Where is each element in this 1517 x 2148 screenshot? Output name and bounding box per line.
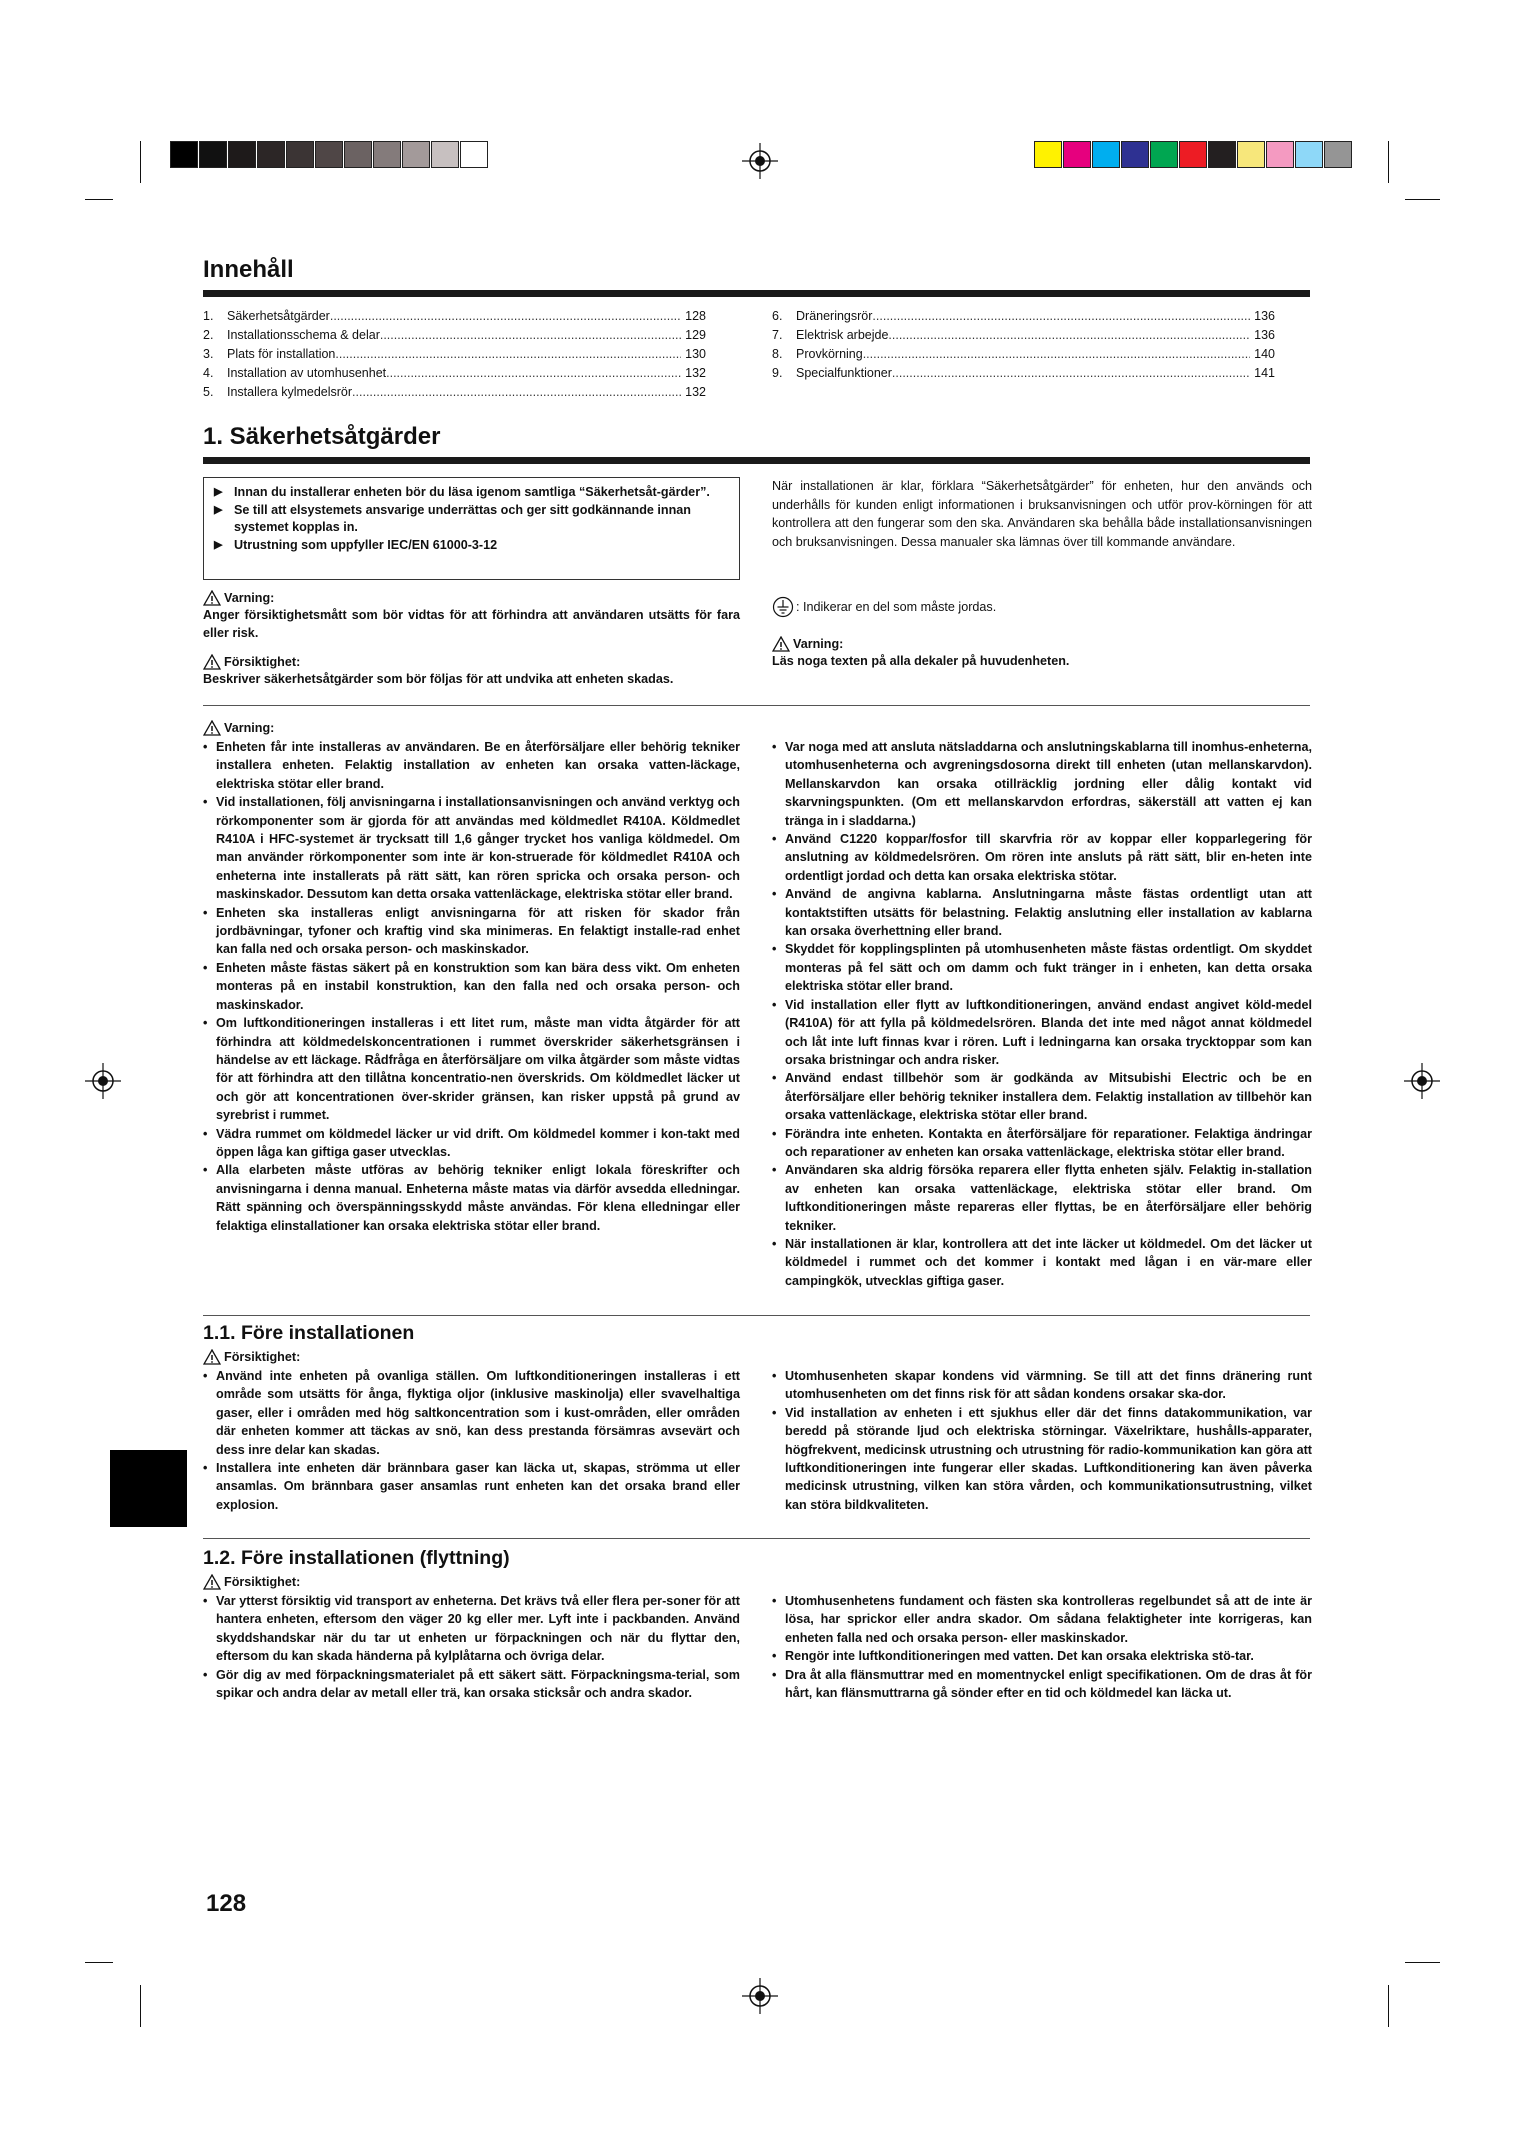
registration-mark-icon [85,1063,121,1099]
list-item: • Enheten måste fästas säkert på en konstruktion som kan bära dess vikt. Om enheten monteras på en instabil konstruktion, kan den falla ned och orsaka person- och maskinskador. [203,959,740,1014]
toc-title: Innehåll [203,256,294,283]
crop-mark [1405,199,1440,200]
toc-entry-number: 6. [772,309,783,323]
warnings-right-list [772,738,1312,1290]
toc-entry-page: 130 [685,347,706,361]
toc-entry-number: 3. [203,347,214,361]
toc-entry-number: 7. [772,328,783,342]
crop-mark [85,1962,113,1963]
crop-mark [85,199,113,200]
toc-leader-dots [335,345,681,364]
safety-instructions-box [203,477,740,580]
list-item: • Vid installation eller flytt av luftkonditioneringen, använd endast angivet köld-medel (R410A) för att fylla på köldmedelsrören. Blanda det inte med något annat köldmedel och låt inte luft finnas kvar i rören. Luft i ledningarna kan orsaka trycktoppar som kan orsaka bristningar och andra risker. [772,996,1312,1070]
toc-entry[interactable] [772,307,1275,326]
color-swatch [1295,141,1323,168]
warnings-left-list [203,738,740,1235]
color-swatch [460,141,488,168]
color-swatch [344,141,372,168]
section-1-2-left-list [203,1592,740,1702]
color-swatch [402,141,430,168]
toc-entry[interactable] [203,326,706,345]
list-item: • Användaren ska aldrig försöka reparera eller flytta enheten själv. Felaktig in-stallation av enheten kan orsaka vattenläckage, elektriska stötar eller brand. Om luftkonditioneringen måste repareras eller flyttas, be en återförsäljare eller behörig tekniker. [772,1161,1312,1235]
list-item: • Skyddet för kopplingsplinten på utomhusenheten måste fästas ordentligt. Om skyddet monteras på fel sätt och om damm och fukt tränger in i enheten, kan detta orsaka elektriska stötar eller brand. [772,940,1312,995]
toc-leader-dots [888,326,1250,345]
section-1-title-bar [203,457,1310,464]
color-swatch [373,141,401,168]
toc-leader-dots [872,307,1250,326]
crop-mark [140,141,141,183]
color-swatch [1034,141,1062,168]
list-item: • Gör dig av med förpackningsmaterialet på ett säkert sätt. Förpackningsma-terial, som spikar och andra delar av metall eller trä, kan orsaka sticksår och andra skador. [203,1666,740,1703]
toc-entry[interactable] [203,364,706,383]
color-swatch [257,141,285,168]
warning-icon [772,636,790,652]
list-item: • Utomhusenheten skapar kondens vid värmning. Se till att det finns dränering runt utomhusenheten om det finns risk för att sådan kondens orsakar ska-dor. [772,1367,1312,1404]
list-item: • Rengör inte luftkonditioneringen med vatten. Det kan orsaka elektriska stö-tar. [772,1647,1312,1665]
list-item: • Vid installationen, följ anvisningarna i installationsanvisningen och använd verktyg och rörkomponenter som är gjorda för att användas med köldmedlet R410A. Köldmedlet R410A i HFC-systemet är trycksatt till 1,6 gånger trycket hos vanliga köldmedel. Om man använder rörkomponenter som inte är kon-struerade för köldmedlet R410A och enheterna inte installerats på rätt sätt, kan rören spricka och orsaka person- och maskinskador. Dessutom kan detta orsaka vattenläckage, elektriska stötar eller brand. [203,793,740,903]
divider [203,1538,1310,1539]
toc-entry-label: Dräneringsrör [796,309,873,323]
ground-symbol-icon [772,596,794,618]
toc-leader-dots [352,383,681,402]
section-1-1-left-list [203,1367,740,1514]
toc-entry-label: Elektrisk arbejde [796,328,889,342]
list-item: • När installationen är klar, kontrollera att det inte läcker ut köldmedel. Om det läcker ut köldmedel i rummet och det kommer i kontakt med lågan i en vär-mare eller campingkök, utvecklas giftiga gaser. [772,1235,1312,1290]
section-1-intro: När installationen är klar, förklara “Säkerhetsåtgärder” för enheten, hur den används och underhålls för kunden enligt informationen i bruksanvisningen och utför prov-körningen för att kontrollera att den fungerar som den ska. Användaren ska behålla både installationsanvisningen och bruksanvisningen. Dessa manualer ska lämnas över till kommande användare. [772,479,1312,550]
warning-list-heading: Varning: [203,720,274,736]
crop-mark [1388,1985,1389,2027]
crop-mark [1405,1962,1440,1963]
toc-entry-page: 136 [1254,328,1275,342]
list-item: • Var noga med att ansluta nätsladdarna och anslutningskablarna till inomhus-enheterna, utomhusenheterna och avgreningsdosorna direkt till enheten (utan mellanskarvdon). Mellanskarvdon kan orsaka otillräcklig jordning eller dålig kontakt vid skarvningspunkten. (Om ett mellanskarvdon erfordras, säkerställ att vatten ej kan tränga in i sladdarna.) [772,738,1312,830]
toc-leader-dots [386,364,681,383]
divider [203,705,1310,706]
toc-entry-page: 132 [685,385,706,399]
registration-mark-icon [742,143,778,179]
ground-note: : Indikerar en del som måste jordas. [772,596,996,618]
section-1-2-caution-heading: Försiktighet: [203,1574,300,1590]
triangle-right-icon: ▶ [214,486,223,498]
toc-entry[interactable] [772,364,1275,383]
toc-entry-number: 2. [203,328,214,342]
color-swatch [1150,141,1178,168]
color-swatch [286,141,314,168]
section-1-title: 1. Säkerhetsåtgärder [203,423,441,450]
toc-leader-dots [330,307,681,326]
color-swatch [199,141,227,168]
list-item: • Använd de angivna kablarna. Anslutningarna måste fästas ordentligt utan att kontaktstiften utsätts för belastning. Felaktig anslutning eller installation av kablarna kan orsaka överhettning eller brand. [772,885,1312,940]
registration-mark-icon [1404,1063,1440,1099]
color-swatch [431,141,459,168]
toc-entry-number: 5. [203,385,214,399]
list-item: • Installera inte enheten där brännbara gaser kan läcka ut, skapas, strömma ut eller ansamlas. Om brännbara gaser ansamlas runt enheten kan det orsaka brand eller explosion. [203,1459,740,1514]
box-item: ▶ Se till att elsystemets ansvarige underrättas och ger sitt godkännande innan systemet kopplas in. [214,502,729,537]
page-number: 128 [206,1890,247,1917]
caution-definition: Försiktighet: Beskriver säkerhetsåtgärder som bör följas för att undvika att enheten skadas. [203,655,674,686]
toc-entry[interactable] [203,383,706,402]
toc-entry[interactable] [203,345,706,364]
toc-title-bar [203,290,1310,297]
color-swatch [315,141,343,168]
toc-entry[interactable] [772,345,1275,364]
toc-entry-label: Plats för installation [227,347,336,361]
toc-left [203,307,706,402]
list-item: • Enheten får inte installeras av användaren. Be en återförsäljare eller behörig tekniker installera enheten. Felaktig installation av enheten kan orsaka vatten-läckage, elektriska stötar eller brand. [203,738,740,793]
toc-entry-page: 136 [1254,309,1275,323]
color-swatch [1121,141,1149,168]
warning-icon [203,720,221,736]
list-item: • Använd inte enheten på ovanliga ställen. Om luftkonditioneringen installeras i ett område som utsätts för ånga, flyktiga oljor (inklusive maskinolja) eller svavelhaltiga gaser, eller i områden med hög saltkoncentration som i kust-områden, eller områden där enheten kommer att täckas av snö, kan dess prestanda försämras avsevärt och dess inre delar kan skadas. [203,1367,740,1459]
toc-entry-number: 8. [772,347,783,361]
toc-entry-page: 140 [1254,347,1275,361]
toc-entry[interactable] [772,326,1275,345]
toc-entry[interactable] [203,307,706,326]
list-item: • Om luftkonditioneringen installeras i ett litet rum, måste man vidta åtgärder för att förhindra att köldmedelskoncentrationen i rummet överskrider säkerhetsgränsen i händelse av ett läckage. Rådfråga en återförsäljare om vilka åtgärder som måste vidtas för att förhindra att den tillåtna koncentratio-nen överskrids. Om köldmedlet läcker ut och gör att koncentrationen över-skrider gränsen, kan risker uppstå på grund av syrebrist i rummet. [203,1014,740,1124]
registration-mark-icon [742,1978,778,2014]
section-1-2-title: 1.2. Före installationen (flyttning) [203,1547,510,1569]
warning-icon [203,654,221,670]
toc-entry-page: 141 [1254,366,1275,380]
toc-entry-page: 128 [685,309,706,323]
warning-icon [203,1574,221,1590]
section-1-1-caution-heading: Försiktighet: [203,1349,300,1365]
toc-right [772,307,1275,383]
toc-entry-number: 9. [772,366,783,380]
color-swatch [1092,141,1120,168]
list-item: • Alla elarbeten måste utföras av behörig tekniker enligt lokala föreskrifter och anvisningarna i denna manual. Enheterna måste matas via därför avsedda elledningar. Rätt spänning och överspänningsskydd måste användas. För klena elledningar eller felaktiga elinstallationer kan orsaka elektriska stötar eller brand. [203,1161,740,1235]
list-item: • Var ytterst försiktig vid transport av enheterna. Det krävs två eller flera per-soner för att hantera enheten, eftersom den väger 20 kg eller mer. Lyft inte i packbanden. Använd skyddshandskar när du tar ut enheten ur förpackningen och när du flyttar den, eftersom du kan skada händerna på kylplåtarna och övriga delar. [203,1592,740,1666]
list-item: • Utomhusenhetens fundament och fästen ska kontrolleras regelbundet så att de inte är lösa, har sprickor eller andra skador. Om sådana felaktigheter inte korrigeras, kan enheten falla ned och orsaka person- eller maskinskador. [772,1592,1312,1647]
triangle-right-icon: ▶ [214,538,223,551]
list-item: • Enheten ska installeras enligt anvisningarna för att risken för skador från jordbävningar, tyfoner och kraftig vind ska minimeras. En felaktigt installe-rad enhet kan falla ned och orsaka person- och maskinskador. [203,904,740,959]
color-swatch [1179,141,1207,168]
list-item: • Vädra rummet om köldmedel läcker ur vid drift. Om köldmedel kommer i kon-takt med öppen låga kan giftiga gaser utvecklas. [203,1125,740,1162]
color-swatch [1324,141,1352,168]
toc-entry-page: 132 [685,366,706,380]
list-item: • Dra åt alla flänsmuttrar med en momentnyckel enligt specifikationen. Om de dras åt för hårt, kan flänsmuttrarna gå sönder efter en tid och köldmedel kan läcka ut. [772,1666,1312,1703]
toc-leader-dots [863,345,1250,364]
crop-mark [140,1985,141,2027]
color-swatch [170,141,198,168]
section-1-2-right-list [772,1592,1312,1702]
crop-mark [1388,141,1389,183]
color-swatch [1208,141,1236,168]
toc-leader-dots [380,326,681,345]
list-item: • Förändra inte enheten. Kontakta en återförsäljare för reparationer. Felaktiga ändringar och reparationer av enheten kan orsaka vattenläckage, elektriska stötar eller brand. [772,1125,1312,1162]
toc-leader-dots [892,364,1250,383]
toc-entry-label: Specialfunktioner [796,366,892,380]
list-item: • Vid installation av enheten i ett sjukhus eller där det finns datakommunikation, var beredd på störande ljud och elektriska störningar. Växelriktare, hushålls-apparater, högfrekvent, medicinsk utrustning och utrustning för radio-kommunikation kan göra att luftkonditioneringen inte fungerar eller skadas. Luftkonditionering kan även påverka medicinsk utrustning, vilken kan störa vården, och kommunikationsutrustning, vilket kan störa bildkvaliteten. [772,1404,1312,1514]
toc-entry-number: 4. [203,366,214,380]
box-item: ▶ Utrustning som uppfyller IEC/EN 61000-3-12 [214,537,729,555]
triangle-right-icon: ▶ [214,503,223,516]
divider [203,1315,1310,1316]
toc-entry-page: 129 [685,328,706,342]
list-item: • Använd endast tillbehör som är godkända av Mitsubishi Electric och be en återförsäljare eller behörig tekniker installera dem. Felaktig installation av tillbehör kan orsaka vattenläckage, elektriska stötar eller brand. [772,1069,1312,1124]
list-item: • Använd C1220 koppar/fosfor till skarvfria rör av koppar eller kopparlegering för anslutning av köldmedelsrören. Om rören inte ansluts på rätt sätt, blir en-heten inte ordentligt jordad och detta kan orsaka elektriska stötar. [772,830,1312,885]
color-swatch [1237,141,1265,168]
toc-entry-number: 1. [203,309,214,323]
toc-entry-label: Provkörning [796,347,863,361]
section-1-1-right-list [772,1367,1312,1514]
color-swatch [228,141,256,168]
language-tab [110,1450,187,1527]
section-1-1-title: 1.1. Före installationen [203,1322,415,1344]
color-swatch [1266,141,1294,168]
toc-entry-label: Installationsschema & delar [227,328,380,342]
color-swatch [1063,141,1091,168]
warning-definition: Varning: Anger försiktighetsmått som bör vidtas för att förhindra att användaren utsätts för fara eller risk. [203,591,740,641]
toc-entry-label: Säkerhetsåtgärder [227,309,330,323]
toc-entry-label: Installation av utomhusenhet [227,366,387,380]
box-item: ▶ Innan du installerar enheten bör du läsa igenom samtliga “Säkerhetsåt-gärder”. [214,484,729,502]
warning-icon [203,590,221,606]
warning-icon [203,1349,221,1365]
toc-entry-label: Installera kylmedelsrör [227,385,353,399]
decal-warning: Varning: Läs noga texten på alla dekaler på huvudenheten. [772,637,1070,668]
